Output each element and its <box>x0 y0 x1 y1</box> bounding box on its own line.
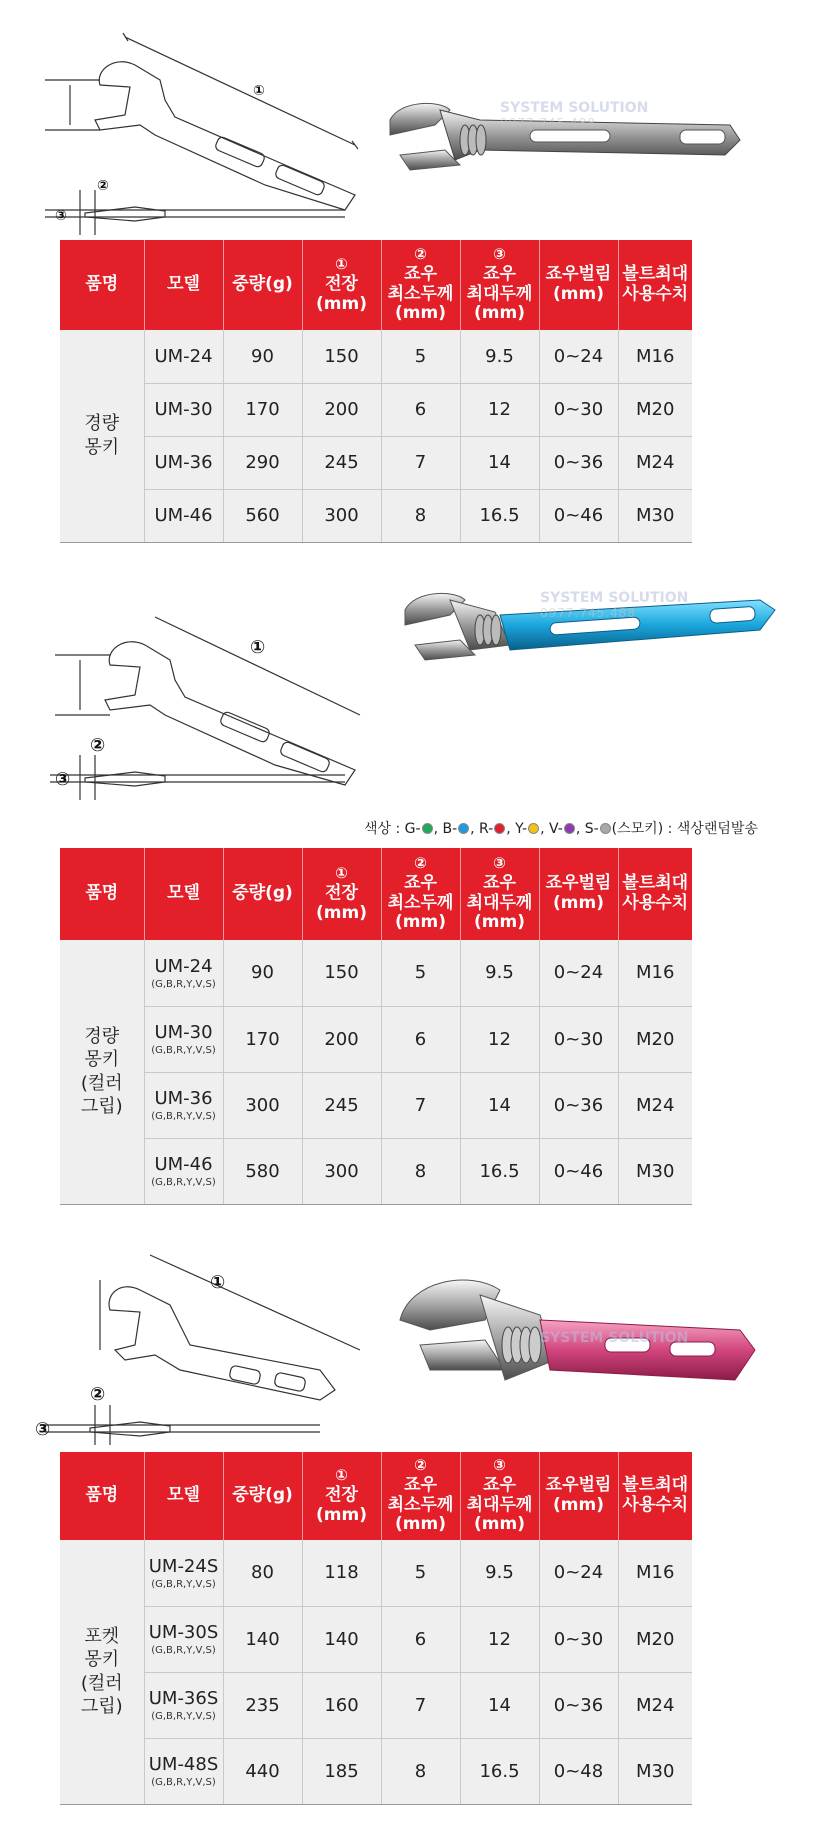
max-cell: 12 <box>460 1006 539 1072</box>
dim-label-1: ① <box>210 1272 226 1293</box>
watermark-brand: SYSTEM SOLUTION <box>500 100 649 116</box>
min-cell: 6 <box>381 1006 460 1072</box>
header-min <box>381 240 460 330</box>
header-length-num: ① <box>335 254 348 273</box>
weight-cell: 140 <box>223 1606 302 1672</box>
blue-dot-icon <box>458 823 469 834</box>
yellow-dot-icon <box>528 823 539 834</box>
min-cell: 7 <box>381 1672 460 1738</box>
header-length-label: 전장 (mm) <box>316 274 367 314</box>
model-cell <box>144 1006 223 1072</box>
spec-table-2 <box>60 848 692 1205</box>
table-row <box>60 330 692 383</box>
section-light-wrench <box>0 0 832 590</box>
header-min-label: 죠우 최소두께 (mm) <box>387 873 454 933</box>
table-row <box>60 940 692 1006</box>
wrench-photo-pink <box>390 1270 770 1430</box>
opening-cell: 0~24 <box>539 330 618 383</box>
color-b-label: , B- <box>433 821 458 837</box>
length-cell: 118 <box>302 1540 381 1606</box>
header-length-num: ① <box>335 1465 348 1484</box>
header-min-num: ② <box>414 854 427 873</box>
max-cell: 14 <box>460 1672 539 1738</box>
table-row <box>60 489 692 542</box>
table-row <box>60 1672 692 1738</box>
max-cell: 16.5 <box>460 489 539 542</box>
opening-cell: 0~30 <box>539 1606 618 1672</box>
bolt-cell: M30 <box>618 489 692 542</box>
dim-label-2: ② <box>97 178 109 194</box>
header-min-num: ② <box>414 1456 427 1475</box>
header-max-label: 죠우 최대두께 (mm) <box>466 264 533 324</box>
header-min-num: ② <box>414 245 427 264</box>
header-max-label: 죠우 최대두께 (mm) <box>466 1475 533 1535</box>
model-cell <box>144 1606 223 1672</box>
header-max <box>460 848 539 940</box>
dim-label-2: ② <box>90 735 106 756</box>
model-cell <box>144 1072 223 1138</box>
wrench-photo-silver <box>380 95 750 205</box>
model-cell <box>144 940 223 1006</box>
weight-cell: 80 <box>223 1540 302 1606</box>
opening-cell: 0~24 <box>539 940 618 1006</box>
bolt-cell: M16 <box>618 940 692 1006</box>
weight-cell: 290 <box>223 436 302 489</box>
weight-cell: 440 <box>223 1738 302 1804</box>
table-row <box>60 1738 692 1804</box>
dim-label-3: ③ <box>55 769 71 790</box>
spec-table-3 <box>60 1452 692 1805</box>
min-cell: 5 <box>381 330 460 383</box>
model-colors: (G,B,R,Y,V,S) <box>151 1711 216 1722</box>
max-cell: 9.5 <box>460 330 539 383</box>
header-weight: 중량(g) <box>223 1452 302 1540</box>
table-row <box>60 1006 692 1072</box>
model-colors: (G,B,R,Y,V,S) <box>151 1645 216 1656</box>
header-weight: 중량(g) <box>223 240 302 330</box>
model-name: UM-48S <box>148 1754 219 1775</box>
opening-cell: 0~48 <box>539 1738 618 1804</box>
max-cell: 16.5 <box>460 1138 539 1204</box>
header-min-label: 죠우 최소두께 (mm) <box>387 1475 454 1535</box>
table-row <box>60 1606 692 1672</box>
model-colors: (G,B,R,Y,V,S) <box>151 1177 216 1188</box>
color-r-label: , R- <box>470 821 494 837</box>
header-max-num: ③ <box>493 854 506 873</box>
header-max-label: 죠우 최대두께 (mm) <box>466 873 533 933</box>
bolt-cell: M24 <box>618 1072 692 1138</box>
dim-label-1: ① <box>250 637 266 658</box>
length-cell: 245 <box>302 436 381 489</box>
min-cell: 8 <box>381 489 460 542</box>
model-cell <box>144 1738 223 1804</box>
color-v-label: , V- <box>540 821 563 837</box>
model-colors: (G,B,R,Y,V,S) <box>151 1045 216 1056</box>
bolt-cell: M20 <box>618 1606 692 1672</box>
dim-label-1: ① <box>253 83 265 99</box>
length-cell: 140 <box>302 1606 381 1672</box>
header-length-label: 전장 (mm) <box>316 883 367 923</box>
model-name: UM-30 <box>154 1022 213 1043</box>
table-row <box>60 1138 692 1204</box>
product-name: 경량 몽키 (컬러 그립) <box>60 940 144 1204</box>
color-note-suffix: (스모키) : 색상랜덤발송 <box>611 821 758 837</box>
header-bolt: 볼트최대 사용수치 <box>618 1452 692 1540</box>
header-max <box>460 240 539 330</box>
min-cell: 6 <box>381 1606 460 1672</box>
opening-cell: 0~36 <box>539 436 618 489</box>
watermark-phone: 0977.745.488 <box>540 606 636 620</box>
model-colors: (G,B,R,Y,V,S) <box>151 1777 216 1788</box>
weight-cell: 235 <box>223 1672 302 1738</box>
max-cell: 12 <box>460 383 539 436</box>
color-s-label: , S- <box>575 821 599 837</box>
model-cell: UM-36 <box>144 436 223 489</box>
model-name: UM-30S <box>148 1622 219 1643</box>
bolt-cell: M16 <box>618 1540 692 1606</box>
model-colors: (G,B,R,Y,V,S) <box>151 978 216 990</box>
model-cell: UM-46 <box>144 489 223 542</box>
header-min-label: 죠우 최소두께 (mm) <box>387 264 454 324</box>
min-cell: 8 <box>381 1138 460 1204</box>
model-name: UM-36S <box>148 1688 219 1709</box>
product-name: 경량 몽키 <box>60 330 144 542</box>
model-cell <box>144 1540 223 1606</box>
length-cell: 245 <box>302 1072 381 1138</box>
model-colors: (G,B,R,Y,V,S) <box>151 1578 216 1590</box>
model-name: UM-24 <box>154 955 213 977</box>
weight-cell: 90 <box>223 940 302 1006</box>
dim-label-2: ② <box>90 1384 106 1405</box>
header-model: 모델 <box>144 1452 223 1540</box>
color-options-note <box>364 818 758 838</box>
weight-cell: 560 <box>223 489 302 542</box>
table-row <box>60 1072 692 1138</box>
opening-cell: 0~36 <box>539 1672 618 1738</box>
header-opening: 죠우벌림 (mm) <box>539 240 618 330</box>
model-name: UM-36 <box>154 1088 213 1109</box>
max-cell: 9.5 <box>460 1540 539 1606</box>
dim-label-3: ③ <box>35 1419 51 1440</box>
header-min <box>381 1452 460 1540</box>
max-cell: 14 <box>460 1072 539 1138</box>
min-cell: 8 <box>381 1738 460 1804</box>
header-min <box>381 848 460 940</box>
table-row <box>60 436 692 489</box>
model-cell: UM-24 <box>144 330 223 383</box>
max-cell: 16.5 <box>460 1738 539 1804</box>
opening-cell: 0~46 <box>539 489 618 542</box>
header-length <box>302 1452 381 1540</box>
min-cell: 5 <box>381 1540 460 1606</box>
violet-dot-icon <box>564 823 575 834</box>
smoky-dot-icon <box>600 823 611 834</box>
min-cell: 6 <box>381 383 460 436</box>
model-name: UM-46 <box>154 1154 213 1175</box>
wrench-photo-blue <box>400 590 780 740</box>
max-cell: 12 <box>460 1606 539 1672</box>
min-cell: 7 <box>381 436 460 489</box>
length-cell: 300 <box>302 1138 381 1204</box>
max-cell: 9.5 <box>460 940 539 1006</box>
green-dot-icon <box>422 823 433 834</box>
wrench-dimension-diagram <box>30 1250 360 1450</box>
opening-cell: 0~30 <box>539 1006 618 1072</box>
bolt-cell: M24 <box>618 436 692 489</box>
opening-cell: 0~46 <box>539 1138 618 1204</box>
model-cell: UM-30 <box>144 383 223 436</box>
bolt-cell: M20 <box>618 1006 692 1072</box>
model-name: UM-24S <box>148 1555 219 1577</box>
header-opening: 죠우벌림 (mm) <box>539 1452 618 1540</box>
opening-cell: 0~36 <box>539 1072 618 1138</box>
model-cell <box>144 1138 223 1204</box>
min-cell: 7 <box>381 1072 460 1138</box>
wrench-dimension-diagram <box>25 605 365 805</box>
min-cell: 5 <box>381 940 460 1006</box>
section-color-grip-wrench <box>0 590 832 1230</box>
bolt-cell: M30 <box>618 1738 692 1804</box>
header-model: 모델 <box>144 848 223 940</box>
header-bolt: 볼트최대 사용수치 <box>618 848 692 940</box>
header-weight: 중량(g) <box>223 848 302 940</box>
bolt-cell: M20 <box>618 383 692 436</box>
header-length-label: 전장 (mm) <box>316 1485 367 1525</box>
weight-cell: 170 <box>223 383 302 436</box>
weight-cell: 300 <box>223 1072 302 1138</box>
opening-cell: 0~24 <box>539 1540 618 1606</box>
header-length <box>302 240 381 330</box>
watermark-brand: SYSTEM SOLUTION <box>540 1330 689 1346</box>
header-max <box>460 1452 539 1540</box>
spec-table-1 <box>60 240 692 543</box>
header-name: 품명 <box>60 1452 144 1540</box>
color-g-label: G- <box>404 821 421 837</box>
weight-cell: 580 <box>223 1138 302 1204</box>
weight-cell: 170 <box>223 1006 302 1072</box>
table-row <box>60 383 692 436</box>
section-pocket-wrench <box>0 1230 832 1848</box>
opening-cell: 0~30 <box>539 383 618 436</box>
model-colors: (G,B,R,Y,V,S) <box>151 1111 216 1122</box>
header-length <box>302 848 381 940</box>
header-bolt: 볼트최대 사용수치 <box>618 240 692 330</box>
bolt-cell: M24 <box>618 1672 692 1738</box>
color-y-label: , Y- <box>506 821 528 837</box>
model-cell <box>144 1672 223 1738</box>
length-cell: 185 <box>302 1738 381 1804</box>
bolt-cell: M30 <box>618 1138 692 1204</box>
product-name: 포켓 몽키 (컬러 그립) <box>60 1540 144 1804</box>
header-max-num: ③ <box>493 245 506 264</box>
weight-cell: 90 <box>223 330 302 383</box>
length-cell: 150 <box>302 940 381 1006</box>
wrench-dimension-diagram <box>25 25 365 235</box>
red-dot-icon <box>494 823 505 834</box>
dim-label-3: ③ <box>55 208 67 224</box>
length-cell: 200 <box>302 1006 381 1072</box>
length-cell: 160 <box>302 1672 381 1738</box>
color-note-prefix: 색상 : <box>364 821 405 837</box>
header-opening: 죠우벌림 (mm) <box>539 848 618 940</box>
header-max-num: ③ <box>493 1456 506 1475</box>
length-cell: 300 <box>302 489 381 542</box>
header-model: 모델 <box>144 240 223 330</box>
table-row <box>60 1540 692 1606</box>
length-cell: 200 <box>302 383 381 436</box>
bolt-cell: M16 <box>618 330 692 383</box>
watermark-brand: SYSTEM SOLUTION <box>540 590 689 606</box>
length-cell: 150 <box>302 330 381 383</box>
header-name: 품명 <box>60 240 144 330</box>
header-name: 품명 <box>60 848 144 940</box>
watermark-phone: 0977.745.488 <box>500 116 596 130</box>
header-length-num: ① <box>335 863 348 882</box>
max-cell: 14 <box>460 436 539 489</box>
